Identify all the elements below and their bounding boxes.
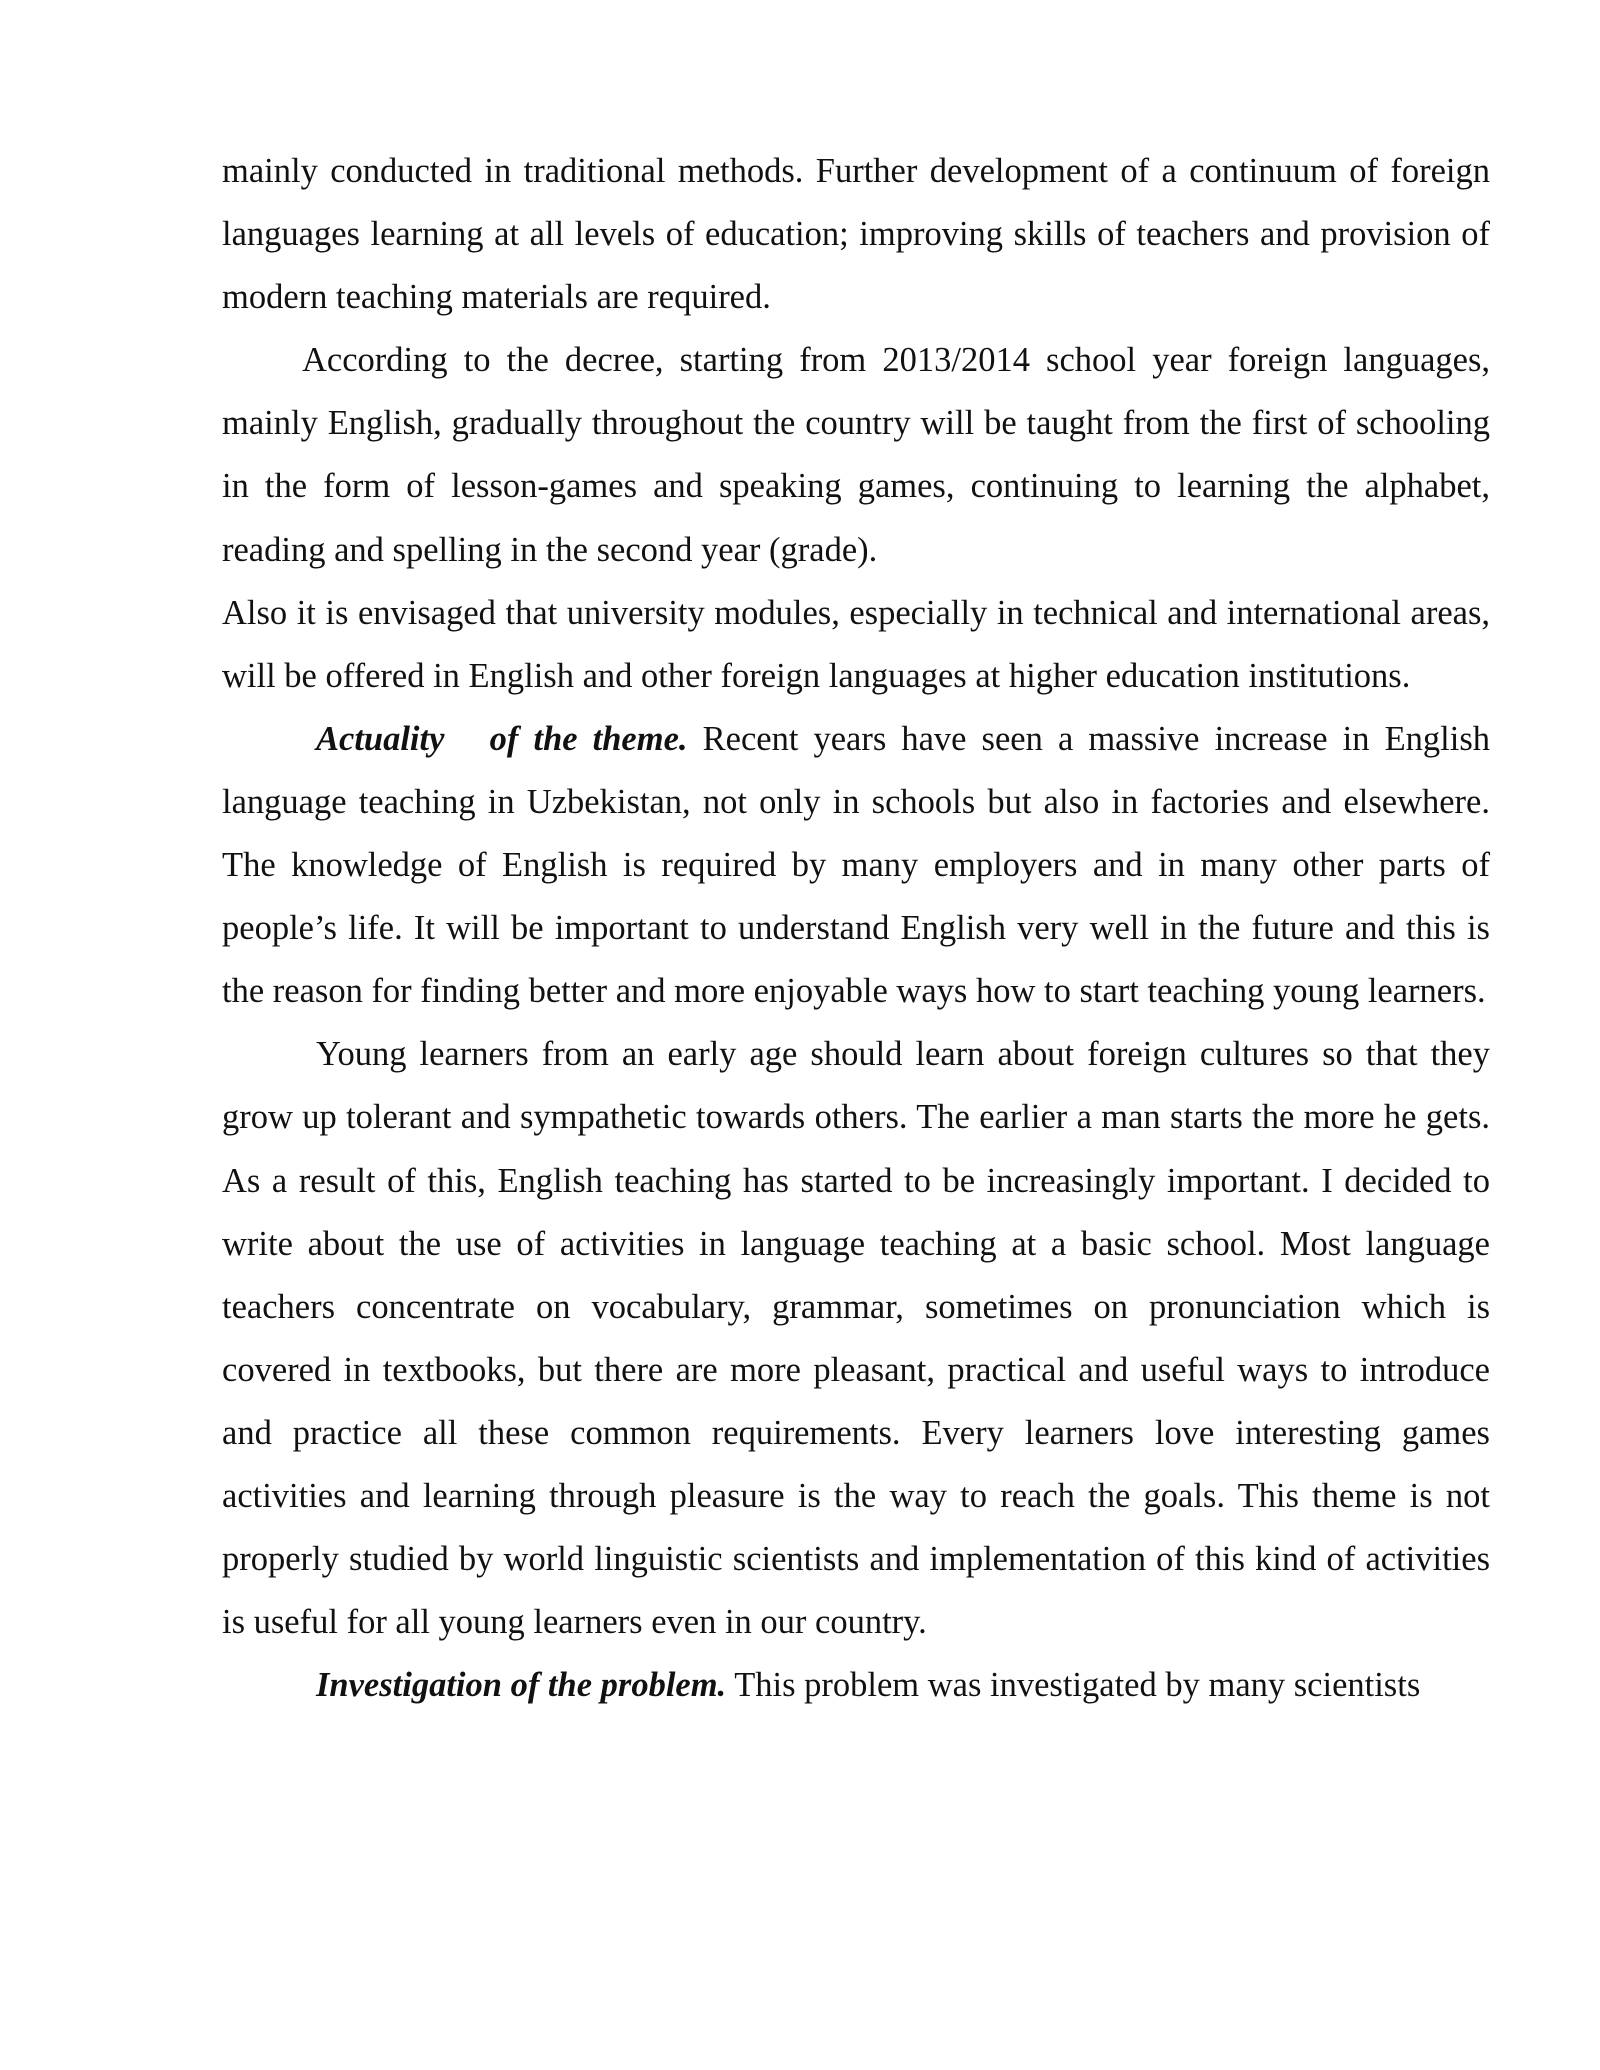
investigation-body: This problem was investigated by many scientists (726, 1666, 1421, 1705)
paragraph-young-learners: Young learners from an early age should learn about foreign cultures so that they grow up tolerant and sympathetic towards others. The earlier a man starts the more he gets. As a result of this, English teaching has started to be increasingly important. I decided to write about the use of activities in language teaching at a basic school. Most language teachers concentrate on vocabulary, grammar, sometimes on pronunciation which is covered in textbooks, but there are more pleasant, practical and useful ways to introduce and practice all these common requirements. Every learners love interesting games activities and learning through pleasure is the way to reach the goals. This theme is not properly studied by world linguistic scientists and implementation of this kind of activities is useful for all young learners even in our country. (222, 1035, 1490, 1642)
actuality-heading-word: Actuality (316, 719, 445, 758)
paragraph-actuality (222, 708, 1490, 1023)
actuality-heading (316, 720, 688, 758)
investigation-heading: Investigation of the problem. (316, 1666, 727, 1705)
document-page (222, 140, 1490, 1717)
paragraph-decree: According to the decree, starting from 2013/2014 school year foreign languages, mainly English, gradually throughout the country will be taught from the first of schooling in the form of lesson-games and speaking games, continuing to learning the alphabet, reading and spelling in the second year (grade). (222, 341, 1490, 569)
actuality-body: Recent years have seen a massive increase in English language teaching in Uzbekistan, not only in schools but also in factories and elsewhere. The knowledge of English is required by many employers and in many other parts of people’s life. It will be important to understand English very well in the future and this is the reason for finding better and more enjoyable ways how to start teaching young learners. (222, 719, 1490, 1011)
paragraph-continuation: mainly conducted in traditional methods. Further development of a continuum of foreign languages learning at all levels of education; improving skills of teachers and provision of modern teaching materials are required. (222, 152, 1490, 317)
actuality-heading-rest: of the theme (489, 719, 679, 758)
actuality-heading-punct: . (678, 719, 688, 758)
paragraph-investigation (222, 1654, 1490, 1717)
paragraph-university-modules: Also it is envisaged that university modules, especially in technical and international areas, will be offered in English and other foreign languages at higher education institutions. (222, 593, 1490, 695)
